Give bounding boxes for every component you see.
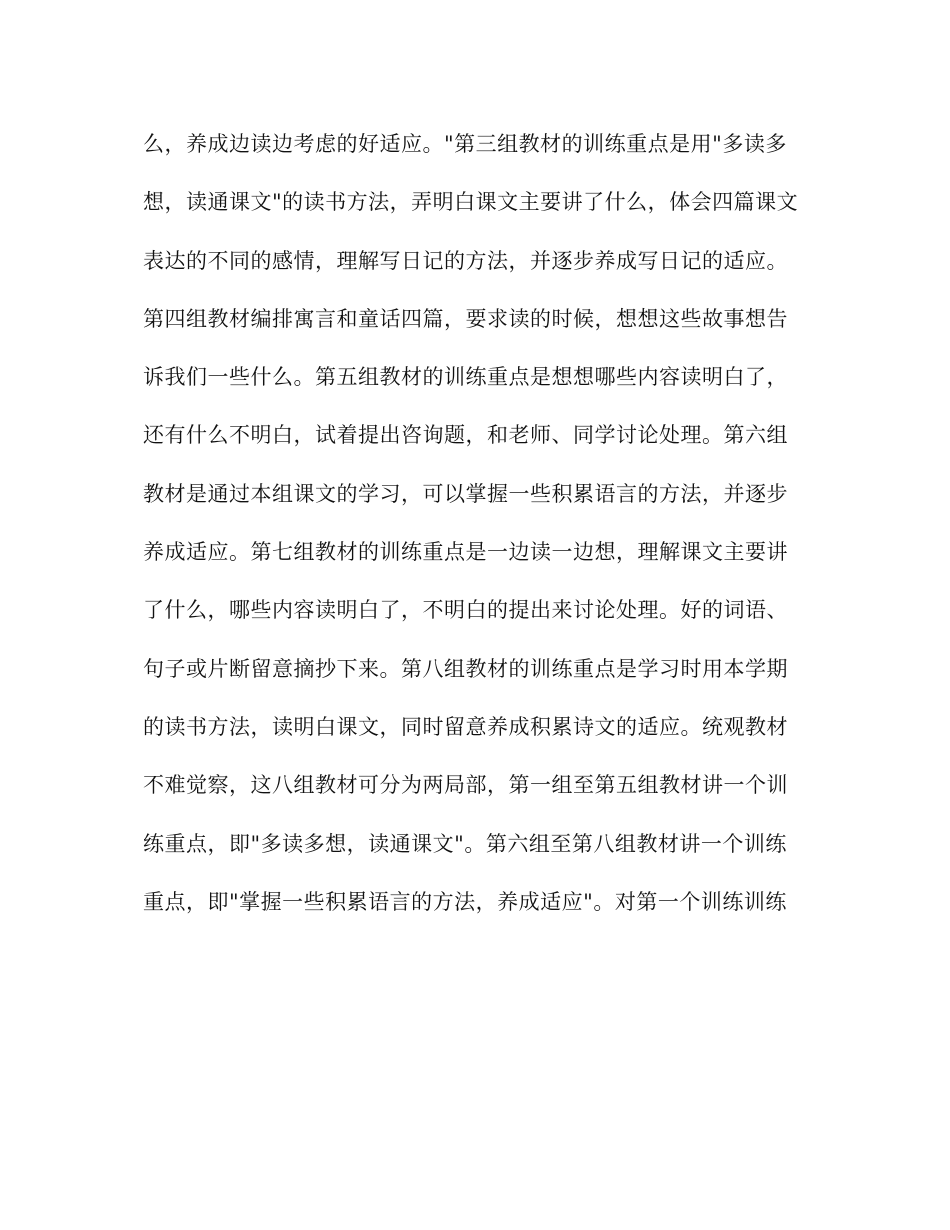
text-line: 诉我们一些什么。第五组教材的训练重点是想想哪些内容读明白了，	[143, 365, 788, 390]
body-text	[143, 124, 823, 940]
text-line: 教材是通过本组课文的学习，可以掌握一些积累语言的方法，并逐步	[143, 481, 788, 506]
text-line: 还有什么不明白，试着提出咨询题，和老师、同学讨论处理。第六组	[143, 423, 788, 448]
text-line: 第四组教材编排寓言和童话四篇，要求读的时候，想想这些故事想告	[143, 306, 788, 331]
text-line: 表达的不同的感情，理解写日记的方法，并逐步养成写日记的适应。	[143, 248, 788, 273]
text-line: 养成适应。第七组教材的训练重点是一边读一边想，理解课文主要讲	[143, 540, 788, 565]
text-line: 练重点，即"多读多想，读通课文"。第六组至第八组教材讲一个训练	[143, 831, 787, 856]
text-line: 了什么，哪些内容读明白了，不明白的提出来讨论处理。好的词语、	[143, 598, 788, 623]
text-line: 么，养成边读边考虑的好适应。"第三组教材的训练重点是用"多读多	[143, 132, 787, 156]
text-line: 不难觉察，这八组教材可分为两局部，第一组至第五组教材讲一个训	[143, 773, 788, 798]
text-line: 重点，即"掌握一些积累语言的方法，养成适应"。对第一个训练训练	[143, 889, 787, 914]
text-line: 的读书方法，读明白课文，同时留意养成积累诗文的适应。统观教材	[143, 714, 788, 739]
text-line: 句子或片断留意摘抄下来。第八组教材的训练重点是学习时用本学期	[143, 656, 788, 681]
text-line: 想，读通课文"的读书方法，弄明白课文主要讲了什么，体会四篇课文	[143, 190, 799, 215]
